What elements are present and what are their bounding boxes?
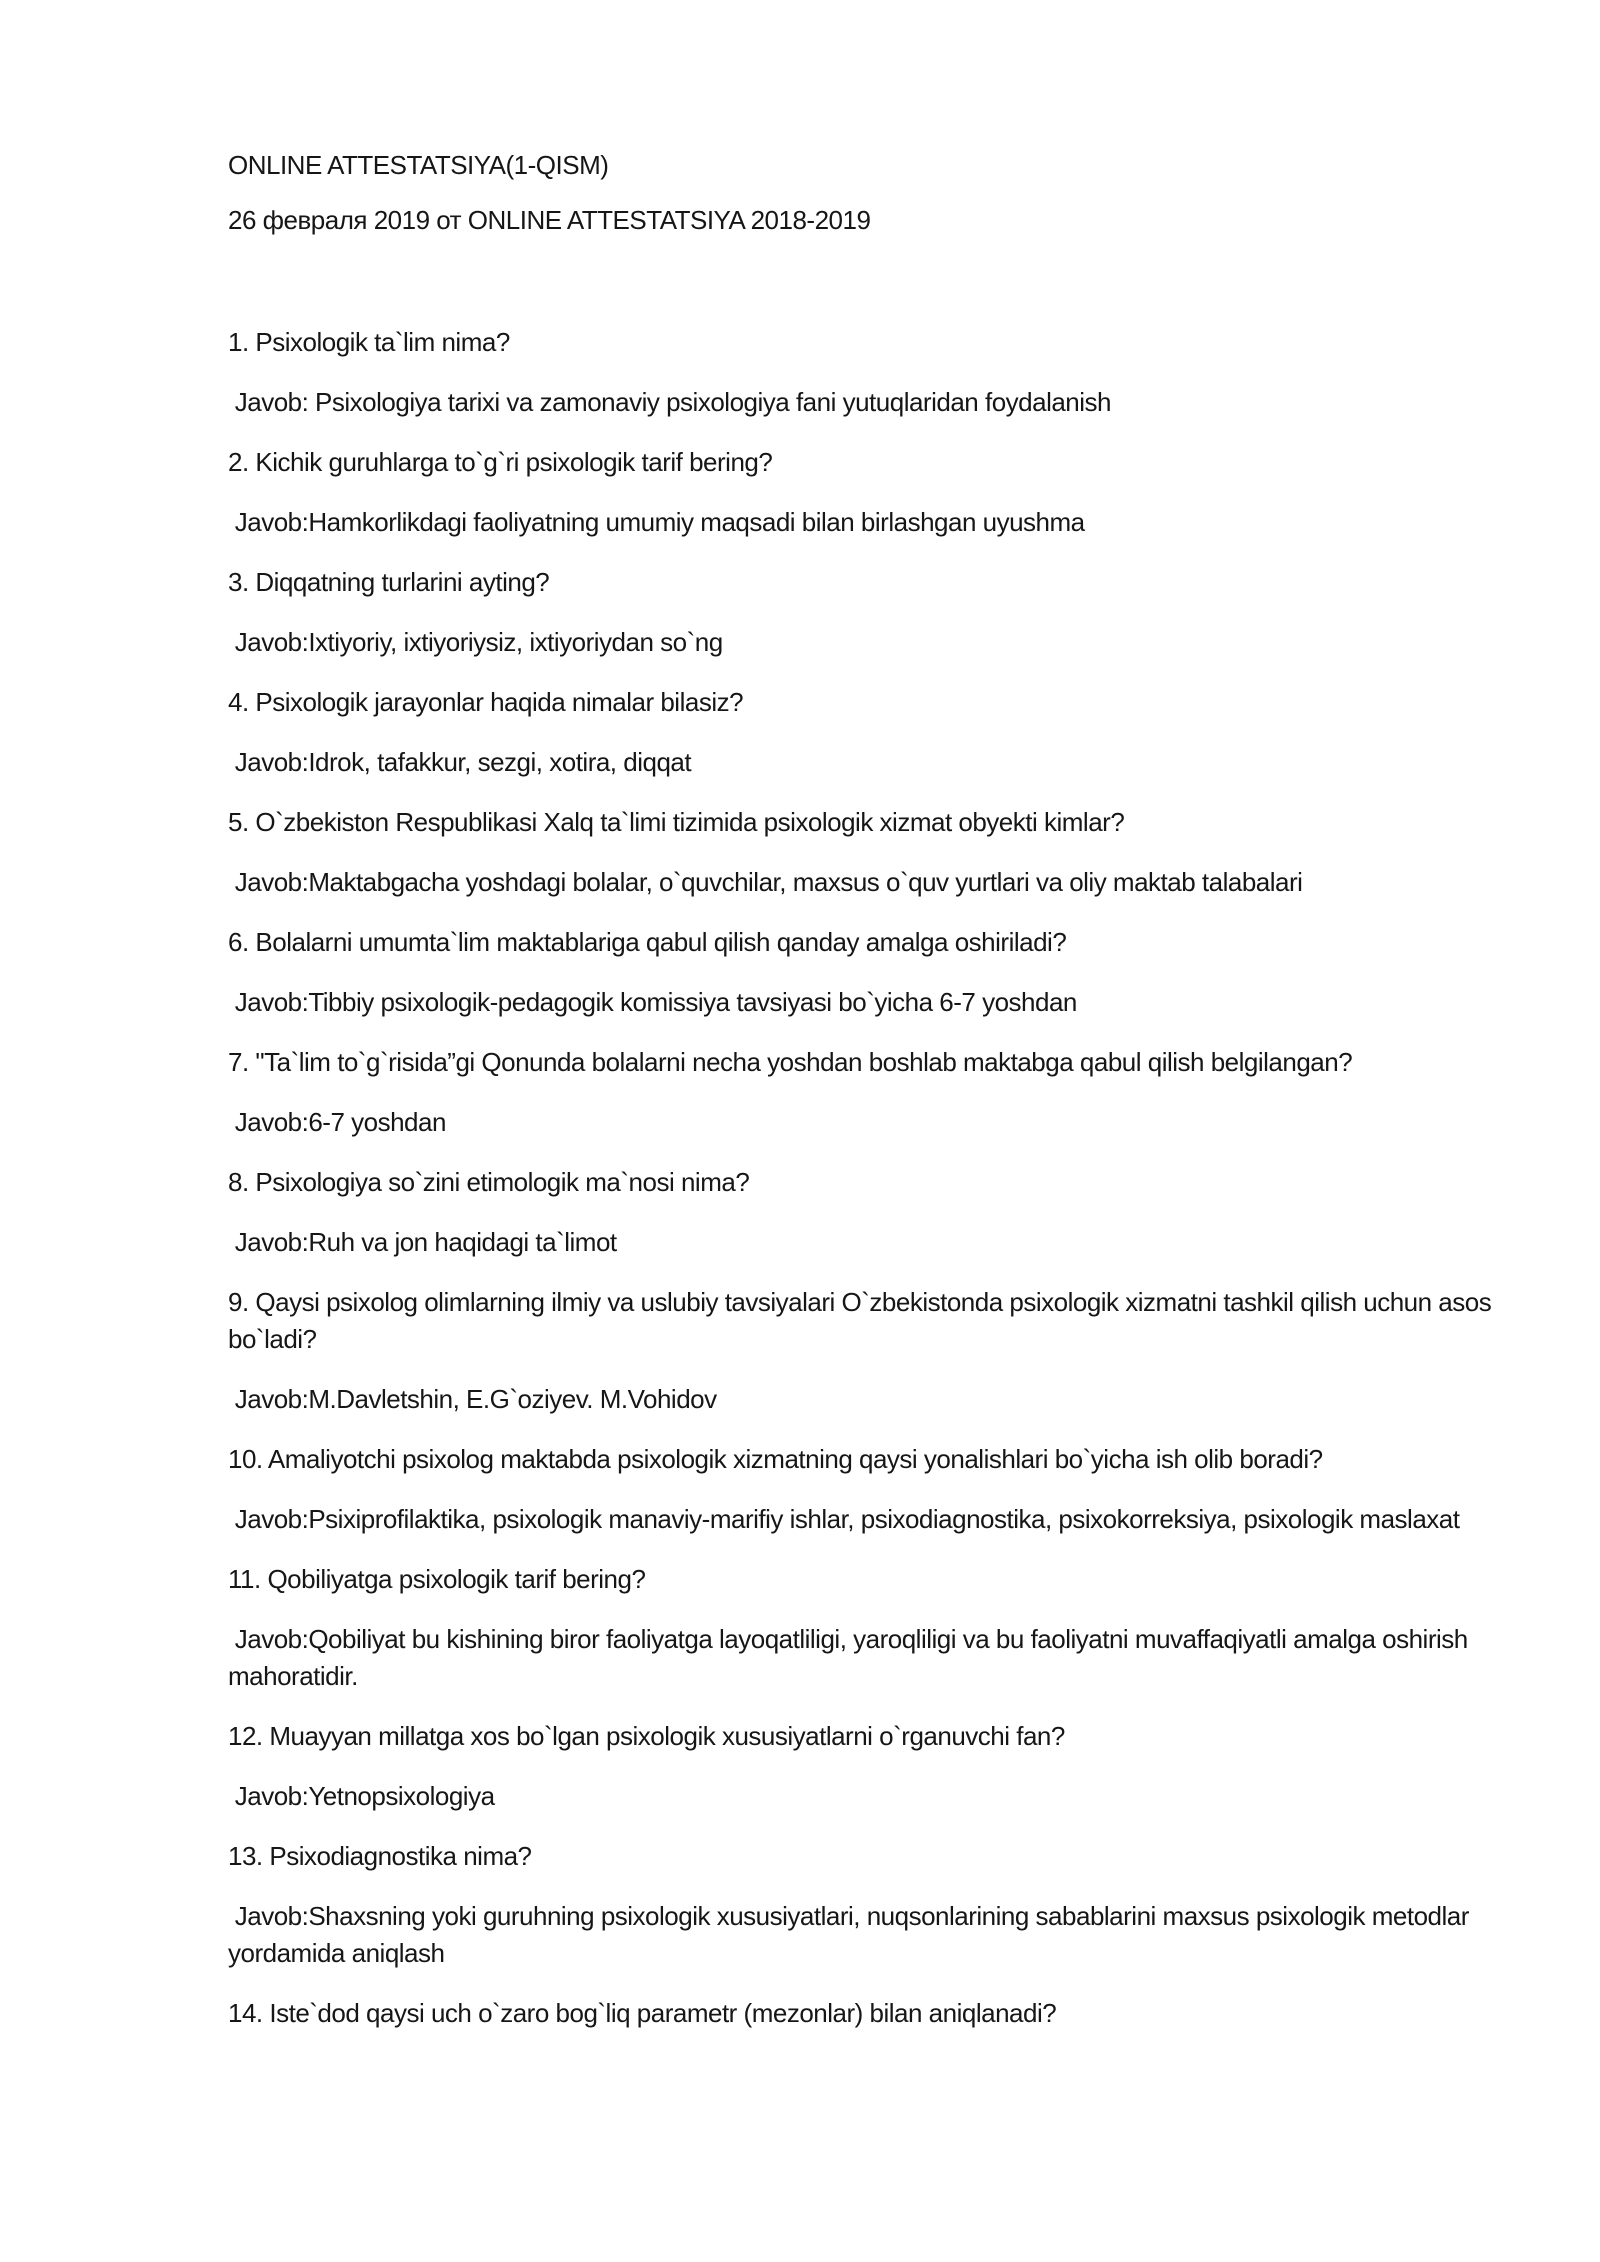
question-5: 5. O`zbekiston Respublikasi Xalq ta`limi tizimida psixologik xizmat obyekti kimlar? (228, 807, 1125, 837)
page-subtitle: 26 февраля 2019 от ONLINE ATTESTATSIYA 2018-2019 (228, 205, 871, 235)
question-11: 11. Qobiliyatga psixologik tarif bering? (228, 1564, 646, 1594)
answer-4: Javob:Idrok, tafakkur, sezgi, xotira, diqqat (228, 747, 692, 777)
question-7: 7. "Ta`lim to`g`risida”gi Qonunda bolalarni necha yoshdan boshlab maktabga qabul qilish belgilangan? (228, 1047, 1353, 1077)
answer-3: Javob:Ixtiyoriy, ixtiyoriysiz, ixtiyoriydan so`ng (228, 627, 723, 657)
answer-9: Javob:M.Davletshin, E.G`oziyev. M.Vohidov (228, 1384, 717, 1414)
question-4: 4. Psixologik jarayonlar haqida nimalar bilasiz? (228, 687, 744, 717)
answer-11: Javob:Qobiliyat bu kishining biror faoliyatga layoqatliligi, yaroqliligi va bu faoliyatni muvaffaqiyatli amalga oshirish mahoratidir. (228, 1624, 1475, 1691)
question-3: 3. Diqqatning turlarini ayting? (228, 567, 550, 597)
page-title: ONLINE ATTESTATSIYA(1-QISM) (228, 150, 609, 180)
answer-5: Javob:Maktabgacha yoshdagi bolalar, o`quvchilar, maxsus o`quv yurtlari va oliy maktab talabalari (228, 867, 1303, 897)
answer-2: Javob:Hamkorlikdagi faoliyatning umumiy maqsadi bilan birlashgan uyushma (228, 507, 1085, 537)
question-12: 12. Muayyan millatga xos bo`lgan psixologik xususiyatlarni o`rganuvchi fan? (228, 1721, 1065, 1751)
question-6: 6. Bolalarni umumta`lim maktablariga qabul qilish qanday amalga oshiriladi? (228, 927, 1067, 957)
answer-8: Javob:Ruh va jon haqidagi ta`limot (228, 1227, 617, 1257)
answer-6: Javob:Tibbiy psixologik-pedagogik komissiya tavsiyasi bo`yicha 6-7 yoshdan (228, 987, 1077, 1017)
question-2: 2. Kichik guruhlarga to`g`ri psixologik tarif bering? (228, 447, 773, 477)
answer-10: Javob:Psixiprofilaktika, psixologik manaviy-marifiy ishlar, psixodiagnostika, psixokorreksiya, psixologik maslaxat (228, 1504, 1460, 1534)
question-1: 1. Psixologik ta`lim nima? (228, 327, 510, 357)
question-8: 8. Psixologiya so`zini etimologik ma`nosi nima? (228, 1167, 750, 1197)
answer-1: Javob: Psixologiya tarixi va zamonaviy psixologiya fani yutuqlaridan foydalanish (228, 387, 1112, 417)
question-9: 9. Qaysi psixolog olimlarning ilmiy va uslubiy tavsiyalari O`zbekistonda psixologik xizmatni tashkil qilish uchun asos bo`ladi? (228, 1287, 1498, 1354)
question-14: 14. Iste`dod qaysi uch o`zaro bog`liq parametr (mezonlar) bilan aniqlanadi? (228, 1998, 1057, 2028)
question-13: 13. Psixodiagnostika nima? (228, 1841, 532, 1871)
answer-7: Javob:6-7 yoshdan (228, 1107, 446, 1137)
question-10: 10. Amaliyotchi psixolog maktabda psixologik xizmatning qaysi yonalishlari bo`yicha ish olib boradi? (228, 1444, 1323, 1474)
answer-13: Javob:Shaxsning yoki guruhning psixologik xususiyatlari, nuqsonlarining sabablarini maxsus psixologik metodlar yordamida aniqlash (228, 1901, 1476, 1968)
answer-12: Javob:Yetnopsixologiya (228, 1781, 495, 1811)
